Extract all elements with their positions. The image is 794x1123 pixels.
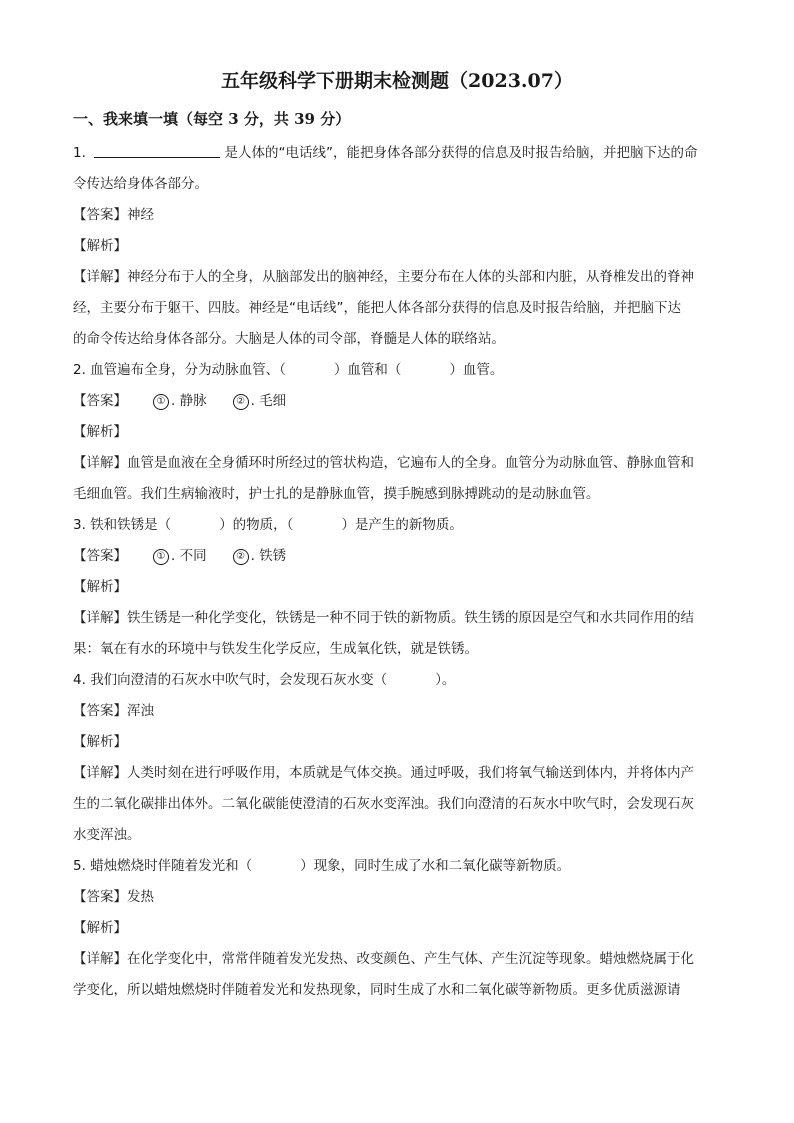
answer-row	[73, 696, 721, 727]
answer-value: . 静脉	[171, 393, 207, 409]
question-4	[73, 665, 721, 696]
circled-number-2: ②	[233, 549, 249, 565]
analysis-label: 【解析】	[73, 920, 127, 936]
question-text: ）血管。	[449, 362, 504, 378]
detail-label: 【详解】	[73, 455, 127, 471]
detail-text: 的命令传达给身体各部分。大脑是人体的司令部，脊髓是人体的联络站。	[73, 331, 505, 347]
analysis-label: 【解析】	[73, 734, 127, 750]
question-number: 5.	[73, 858, 86, 874]
answer-label: 【答案】	[73, 703, 127, 719]
detail-row	[73, 789, 721, 820]
detail-text: 果：氧在有水的环境中与铁发生化学反应，生成氧化铁，就是铁锈。	[73, 641, 478, 657]
detail-text: 在化学变化中，常常伴随着发光发热、改变颜色、产生气体、产生沉淀等现象。蜡烛燃烧属于化	[127, 951, 694, 967]
detail-text: 生的二氧化碳排出体外。二氧化碳能使澄清的石灰水变浑浊。我们向澄清的石灰水中吹气时，会发现石灰	[73, 796, 694, 812]
question-text: 蜡烛燃烧时伴随着发光和（	[90, 858, 253, 874]
answer-row	[73, 882, 721, 913]
answer-row	[73, 386, 721, 417]
question-1	[73, 138, 721, 169]
detail-text: 神经分布于人的全身，从脑部发出的脑神经，主要分布在人体的头部和内脏，从脊椎发出的脊神	[127, 269, 694, 285]
detail-row	[73, 324, 721, 355]
analysis-label: 【解析】	[73, 238, 127, 254]
question-text: ）是产生的新物质。	[341, 517, 463, 533]
question-text: 铁和铁锈是（	[90, 517, 172, 533]
question-3	[73, 510, 721, 541]
question-text: ）血管和（	[333, 362, 402, 378]
answer-label: 【答案】	[73, 207, 127, 223]
question-5	[73, 851, 721, 882]
detail-row	[73, 262, 721, 293]
answer-label: 【答案】	[73, 548, 127, 564]
answer-blank	[94, 143, 220, 158]
detail-text: 血管是血液在全身循环时所经过的管状构造，它遍布人的全身。血管分为动脉血管、静脉血管和	[127, 455, 694, 471]
detail-row	[73, 479, 721, 510]
answer-label: 【答案】	[73, 393, 127, 409]
question-text: ）。	[435, 672, 456, 688]
question-number: 3.	[73, 517, 86, 533]
answer-row	[73, 200, 721, 231]
detail-text: 铁生锈是一种化学变化，铁锈是一种不同于铁的新物质。铁生锈的原因是空气和水共同作用的结	[127, 610, 694, 626]
answer-label: 【答案】	[73, 889, 127, 905]
answer-value: . 不同	[171, 548, 207, 564]
answer-value: . 铁锈	[250, 548, 287, 564]
question-text: 我们向澄清的石灰水中吹气时，会发现石灰水变（	[90, 672, 388, 688]
analysis-row	[73, 572, 721, 603]
detail-label: 【详解】	[73, 610, 127, 626]
detail-row	[73, 293, 721, 324]
detail-row	[73, 603, 721, 634]
detail-row	[73, 944, 721, 975]
analysis-row	[73, 417, 721, 448]
question-text: 令传达给身体各部分。	[73, 176, 208, 192]
circled-number-1: ①	[153, 394, 169, 410]
detail-text: 学变化，所以蜡烛燃烧时伴随着发光和发热现象，同时生成了水和二氧化碳等新物质。更多优质滋源请	[73, 982, 681, 998]
detail-label: 【详解】	[73, 765, 127, 781]
detail-text: 水变浑浊。	[73, 827, 141, 843]
question-number: 2.	[73, 362, 86, 378]
section-heading: 一、我来填一填（每空 3 分，共 39 分）	[73, 110, 351, 128]
question-text: ）的物质，（	[219, 517, 294, 533]
answer-value: 神经	[127, 207, 154, 223]
detail-row	[73, 448, 721, 479]
answer-value: 浑浊	[127, 703, 154, 719]
analysis-label: 【解析】	[73, 424, 127, 440]
page-title: 五年级科学下册期末检测题（2023.07）	[221, 70, 573, 92]
detail-text: 经，主要分布于躯干、四肢。神经是“电话线”，能把人体各部分获得的信息及时报告给脑，并把脑下达	[73, 300, 681, 316]
question-text: 血管遍布全身，分为动脉血管、（	[90, 362, 286, 378]
analysis-row	[73, 913, 721, 944]
analysis-row	[73, 231, 721, 262]
detail-text: 毛细血管。我们生病输液时，护士扎的是静脉血管，摸手腕感到脉搏跳动的是动脉血管。	[73, 486, 600, 502]
detail-row	[73, 634, 721, 665]
answer-value: 发热	[127, 889, 154, 905]
circled-number-2: ②	[233, 394, 249, 410]
question-number: 1.	[73, 145, 86, 161]
answer-value: . 毛细	[250, 393, 287, 409]
detail-row	[73, 758, 721, 789]
question-number: 4.	[73, 672, 86, 688]
question-2	[73, 355, 721, 386]
detail-label: 【详解】	[73, 269, 127, 285]
detail-label: 【详解】	[73, 951, 127, 967]
question-1-cont	[73, 169, 721, 200]
circled-number-1: ①	[153, 549, 169, 565]
detail-row	[73, 820, 721, 851]
answer-row	[73, 541, 721, 572]
question-list	[73, 138, 721, 1006]
question-text: 是人体的“电话线”，能把身体各部分获得的信息及时报告给脑，并把脑下达的命	[224, 145, 698, 161]
analysis-row	[73, 727, 721, 758]
question-text: ）现象，同时生成了水和二氧化碳等新物质。	[300, 858, 571, 874]
detail-row	[73, 975, 721, 1006]
analysis-label: 【解析】	[73, 579, 127, 595]
detail-text: 人类时刻在进行呼吸作用，本质就是气体交换。通过呼吸，我们将氧气输送到体内，并将体内产	[127, 765, 694, 781]
